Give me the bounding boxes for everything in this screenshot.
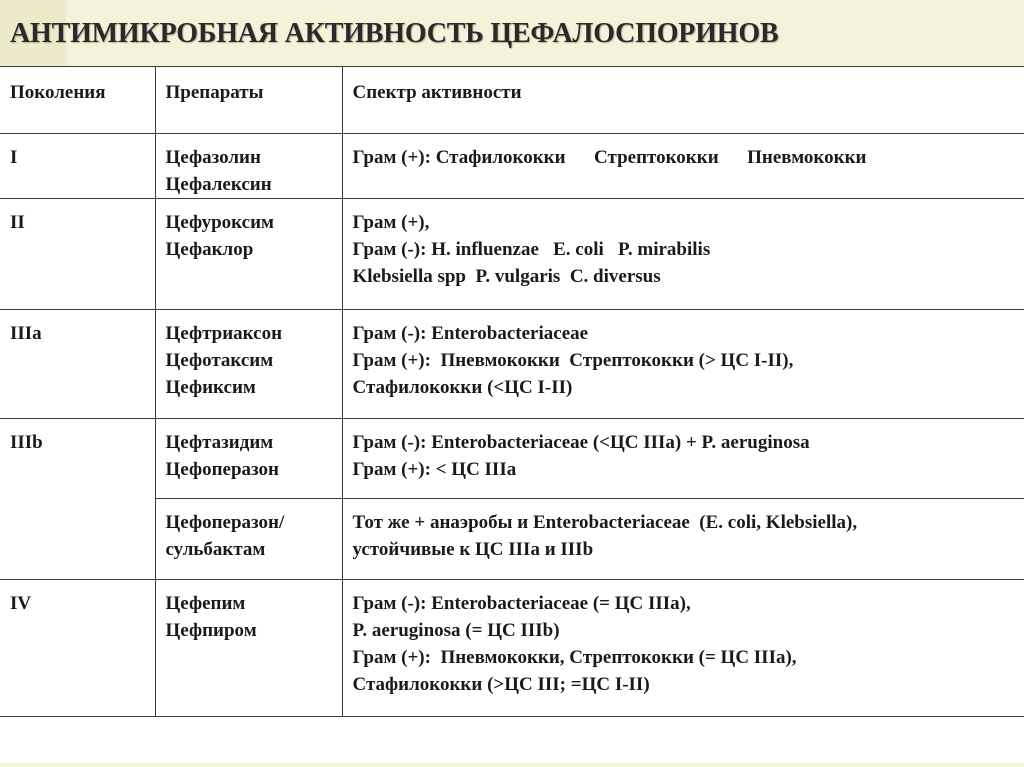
- cell-spectrum: [342, 499, 1024, 580]
- spectrum-line: Грам (-): Enterobacteriaceae: [352, 323, 589, 344]
- table-row-generation-ii: [0, 199, 1024, 310]
- cell-drugs: [155, 134, 342, 199]
- drug-name: Цефпиром: [165, 620, 257, 641]
- header-spectrum: Спектр активности: [342, 67, 1024, 134]
- title-bar: [0, 0, 1024, 66]
- drug-name: Цефоперазон: [165, 459, 280, 480]
- cell-generation: IIIb: [0, 419, 155, 580]
- spectrum-line: Тот же + анаэробы и Enterobacteriaceae (E. coli, Klebsiella),: [352, 512, 858, 533]
- spectrum-line: Грам (+): < ЦС IIIa: [352, 459, 517, 480]
- cell-spectrum: [342, 199, 1024, 310]
- header-generation: Поколения: [0, 67, 155, 134]
- cell-drugs: [155, 199, 342, 310]
- cephalosporin-table: [0, 66, 1024, 717]
- spectrum-line: Стафилококки (<ЦС I-II): [352, 377, 573, 398]
- bottom-strip: [0, 763, 1024, 767]
- drug-name: сульбактам: [165, 539, 266, 560]
- spectrum-line: Грам (-): H. influenzae E. coli P. mirabilis: [352, 239, 711, 260]
- spectrum-line: Klebsiella spp P. vulgaris C. diversus: [352, 266, 661, 287]
- cell-drugs: [155, 499, 342, 580]
- cephalosporin-table-container: [0, 66, 1024, 717]
- drug-name: Цефотаксим: [165, 350, 274, 371]
- cell-generation: IIIa: [0, 310, 155, 419]
- cell-drugs: [155, 419, 342, 499]
- spectrum-line: Грам (-): Enterobacteriaceae (= ЦС IIIa),: [352, 593, 691, 614]
- spectrum-line: Грам (+): Пневмококки, Стрептококки (= ЦС IIIa),: [352, 647, 797, 668]
- table-row-generation-iiia: [0, 310, 1024, 419]
- cell-spectrum: [342, 310, 1024, 419]
- cell-spectrum: [342, 580, 1024, 717]
- cell-spectrum: [342, 419, 1024, 499]
- cell-generation: I: [0, 134, 155, 199]
- spectrum-line: Грам (+),: [352, 212, 430, 233]
- table-row-generation-iv: [0, 580, 1024, 717]
- drug-name: Цефтриаксон: [165, 323, 283, 344]
- table-row-generation-i: [0, 134, 1024, 199]
- cell-generation: II: [0, 199, 155, 310]
- page-title: АНТИМИКРОБНАЯ АКТИВНОСТЬ ЦЕФАЛОСПОРИНОВ: [10, 18, 779, 49]
- spectrum-line: P. aeruginosa (= ЦС IIIb): [352, 620, 560, 641]
- drug-name: Цефаклор: [165, 239, 254, 260]
- spectrum-line: Грам (+): Пневмококки Стрептококки (> ЦС I-II),: [352, 350, 794, 371]
- drug-name: Цефазолин: [165, 147, 261, 168]
- spectrum-line: устойчивые к ЦС IIIa и IIIb: [352, 539, 594, 560]
- cell-generation: IV: [0, 580, 155, 717]
- header-drugs: Препараты: [155, 67, 342, 134]
- drug-name: Цефепим: [165, 593, 246, 614]
- drug-name: Цефоперазон/: [165, 512, 285, 533]
- table-header-row: [0, 67, 1024, 134]
- cell-spectrum: [342, 134, 1024, 199]
- drug-name: Цефтазидим: [165, 432, 274, 453]
- spectrum-line: Грам (+): Стафилококки Стрептококки Пневмококки: [352, 147, 867, 168]
- cell-drugs: [155, 580, 342, 717]
- drug-name: Цефуроксим: [165, 212, 274, 233]
- drug-name: Цефалексин: [165, 174, 272, 195]
- table-row-generation-iiib: [0, 419, 1024, 499]
- spectrum-line: Стафилококки (>ЦС III; =ЦС I-II): [352, 674, 650, 695]
- drug-name: Цефиксим: [165, 377, 256, 398]
- spectrum-line: Грам (-): Enterobacteriaceae (<ЦС IIIa) + P. aeruginosa: [352, 432, 810, 453]
- cell-drugs: [155, 310, 342, 419]
